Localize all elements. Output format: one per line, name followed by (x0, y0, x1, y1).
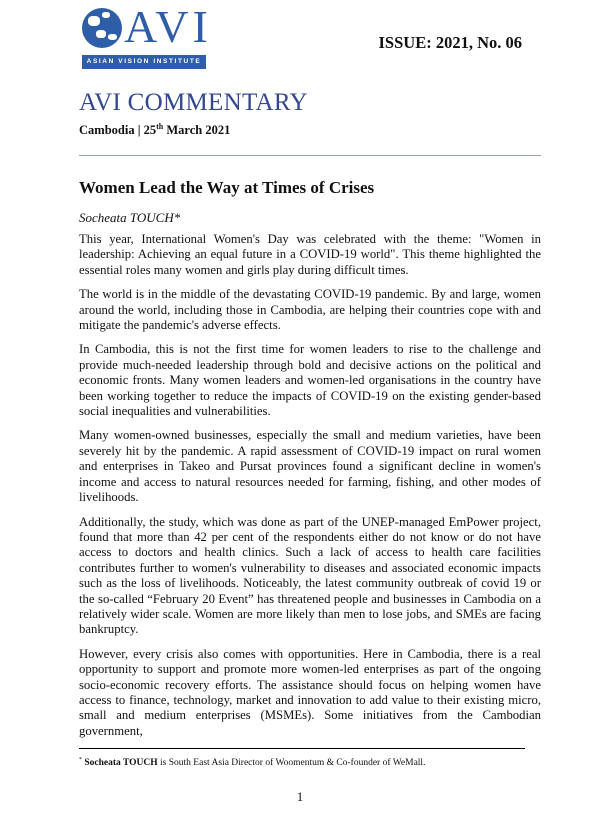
dateline-day: Cambodia | 25 (79, 123, 157, 137)
series-title: AVI COMMENTARY (79, 89, 308, 116)
issue-number: ISSUE: 2021, No. 06 (378, 33, 522, 52)
logo-text: AVI (124, 1, 212, 52)
article-body (79, 232, 541, 739)
dateline-month-year: March 2021 (163, 123, 231, 137)
article-title: Women Lead the Way at Times of Crises (79, 178, 375, 197)
dateline-ordinal: th (156, 121, 164, 131)
paragraph: This year, International Women's Day was celebrated with the theme: "Women in leadership: Achieving an equal future in a COVID-19 world". This theme highlighted the essential roles many women and girls play during difficult times. (79, 232, 541, 277)
paragraph: The world is in the middle of the devastating COVID-19 pandemic. By and large, women around the world, including those in Cambodia, are helping their countries cope with and mitigate the pandemic's adverse effects. (79, 287, 541, 333)
paragraph: Many women-owned businesses, especially the small and medium varieties, have been severely hit by the pandemic. A rapid assessment of COVID-19 impact on rural women and enterprises in Takeo and Pursat provinces found a significant decline in women's income and access to natural resources needed for farming, fishing, and other modes of livelihoods. (79, 428, 541, 505)
logo-subtitle: ASIAN VISION INSTITUTE (82, 55, 206, 69)
footnote-divider (79, 748, 525, 749)
footnote (79, 757, 541, 769)
page-number: 1 (296, 789, 304, 805)
paragraph: However, every crisis also comes with opportunities. Here in Cambodia, there is a real opportunity to support and promote more women-led enterprises as part of the ongoing socio-economic recovery efforts. The assistance should focus on helping women have access to finance, technology, market and innovation to add value to their existing micro, small and medium enterprises (MSMEs). Some initiatives from the Cambodian government, (79, 646, 541, 738)
footnote-marker: * (79, 757, 82, 764)
article-author: Socheata TOUCH* (79, 210, 181, 225)
footnote-name: Socheata TOUCH (84, 758, 158, 769)
footnote-text: is South East Asia Director of Woomentum & Co-founder of WeMall. (157, 758, 426, 769)
paragraph: In Cambodia, this is not the first time for women leaders to rise to the challenge and provide much-needed leadership through bold and decisive actions on the political and economic fronts. Many women leaders and women-led organisations in the country have been working together to reduce the impacts of COVID-19 on the existing gender-based social inequalities and vulnerabilities. (79, 342, 541, 419)
paragraph: Additionally, the study, which was done as part of the UNEP-managed EmPower project, found that more than 42 per cent of the respondents either do not know or do not have access to doctors and health clinics. Such a lack of access to health care facilities contributes further to women's vulnerability to diseases and associated economic impacts such as the loss of livelihoods. Noticeably, the latest community outbreak of covid 19 or the so-called “February 20 Event” has threatened people and businesses in Cambodia on a relatively wider scale. Women are more likely than men to lose jobs, and SMEs are facing bankruptcy. (79, 514, 541, 637)
